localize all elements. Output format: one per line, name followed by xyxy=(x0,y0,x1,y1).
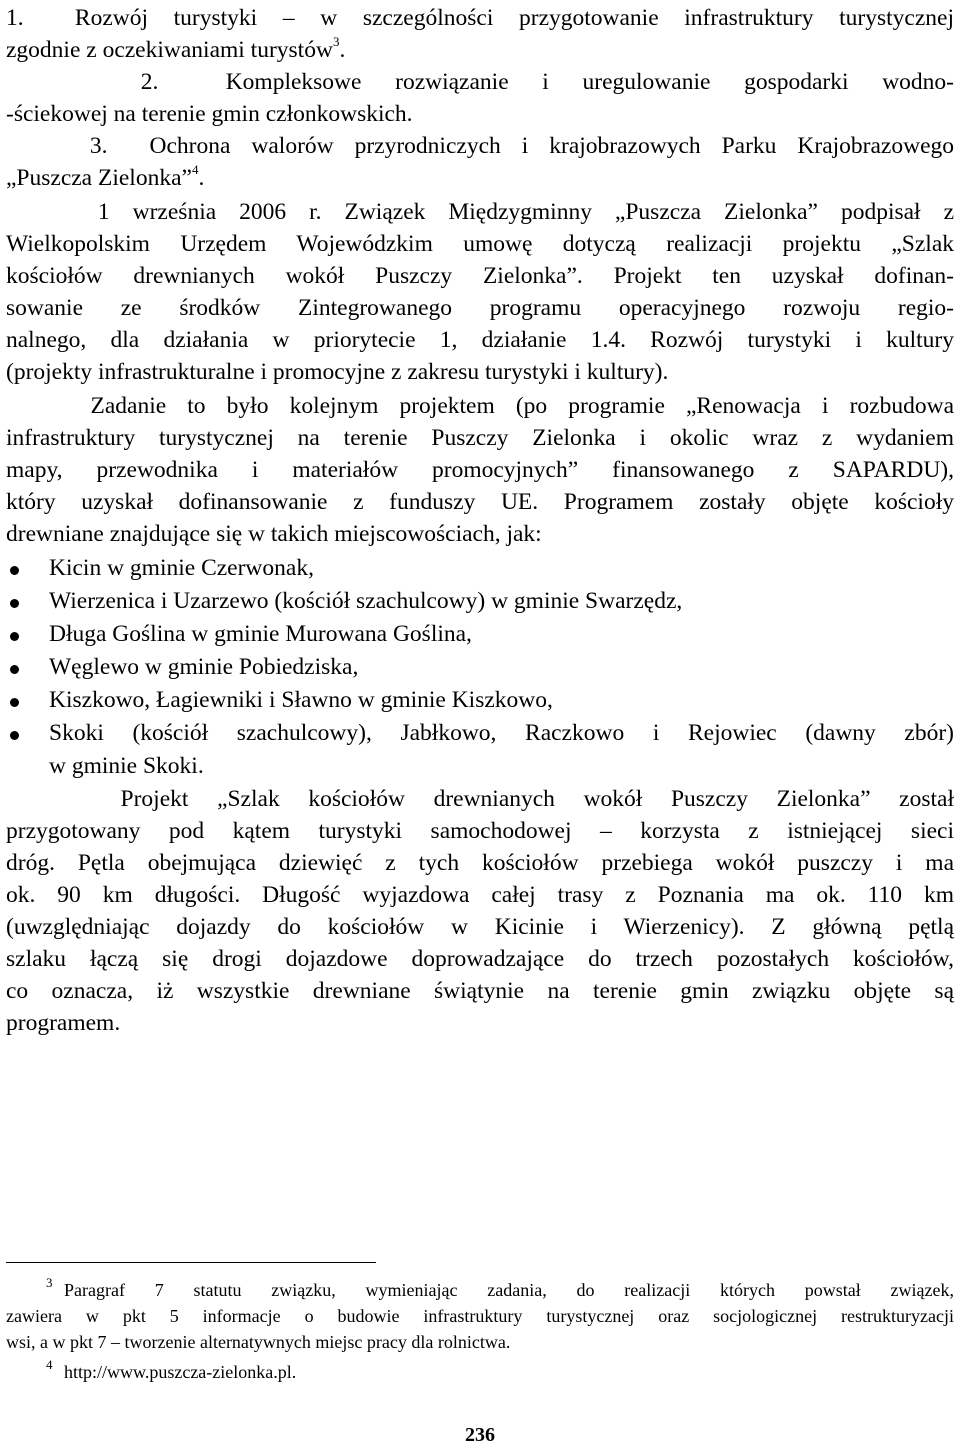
bullet-item: Skoki (kościół szachulcowy), Jabłkowo, Raczkowo i Rejowiec (dawny zbór) xyxy=(49,720,954,746)
footnote-3-line: wsi, a w pkt 7 – tworzenie alternatywnych miejsc pracy dla rolnictwa. xyxy=(6,1332,511,1352)
para3-line: przygotowany pod kątem turystyki samochodowej – korzysta z istniejącej sieci xyxy=(6,818,954,844)
page-number: 236 xyxy=(465,1424,495,1446)
para1-line: Wielkopolskim Urzędem Wojewódzkim umowę dotyczą realizacji projektu „Szlak xyxy=(6,231,954,257)
bullet-item: Długa Goślina w gminie Murowana Goślina, xyxy=(49,621,472,647)
list-item-1: 1. Rozwój turystyki – w szczególności przygotowanie infrastruktury turystycznej xyxy=(6,5,954,31)
footnote-ref-3[interactable]: 3 xyxy=(332,34,340,50)
footnote-3: $^3$ Paragraf 7 statutu związku, wymieniając zadania, do realizacji których powstał związek, xyxy=(46,1275,954,1300)
bullet-item: Węglewo w gminie Pobiedziska, xyxy=(49,654,359,680)
bullet-icon xyxy=(10,632,19,641)
list-item-2-cont: -ściekowej na terenie gmin członkowskich. xyxy=(6,101,413,127)
para1-line: 1 września 2006 r. Związek Międzygminny „Puszcza Zielonka” podpisał z xyxy=(6,199,954,225)
bullet-item-cont: w gminie Skoki. xyxy=(49,753,204,779)
bullet-icon xyxy=(10,698,19,707)
footnote-separator xyxy=(6,1262,376,1263)
footnote-number: 4 xyxy=(46,1357,53,1372)
bullet-icon xyxy=(10,566,19,575)
bullet-item: Kiszkowo, Łagiewniki i Sławno w gminie Kiszkowo, xyxy=(49,687,553,713)
bullet-icon xyxy=(10,599,19,608)
para3-line: ok. 90 km długości. Długość wyjazdowa całej trasy z Poznania ma ok. 110 km xyxy=(6,882,954,908)
bullet-icon xyxy=(10,731,19,740)
para1-line: nalnego, dla działania w priorytecie 1, działanie 1.4. Rozwój turystyki i kultury xyxy=(6,327,954,353)
para3-line: dróg. Pętla obejmująca dziewięć z tych kościołów przebiega wokół puszczy i ma xyxy=(6,850,954,876)
para2-line: mapy, przewodnika i materiałów promocyjnych” finansowanego z SAPARDU), xyxy=(6,457,954,483)
bullet-item: Wierzenica i Uzarzewo (kościół szachulcowy) w gminie Swarzędz, xyxy=(49,588,683,614)
para2-line: który uzyskał dofinansowanie z funduszy UE. Programem zostały objęte kościoły xyxy=(6,489,954,515)
bullet-icon xyxy=(10,665,19,674)
list-item-3: 3. Ochrona walorów przyrodniczych i krajobrazowych Parku Krajobrazowego xyxy=(6,133,954,159)
footnote-4 xyxy=(6,1359,954,1385)
para3-line: szlaku łączą się drogi dojazdowe doprowadzające do trzech pozostałych kościołów, xyxy=(6,946,954,972)
para1-line: kościołów drewnianych wokół Puszczy Zielonka”. Projekt ten uzyskał dofinan- xyxy=(6,263,954,289)
para1-line: sowanie ze środków Zintegrowanego programu operacyjnego rozwoju regio- xyxy=(6,295,954,321)
para3-line: Projekt „Szlak kościołów drewnianych wokół Puszczy Zielonka” został xyxy=(6,786,954,812)
para3-line: (uwzględniając dojazdy do kościołów w Kicinie i Wierzenicy). Z główną pętlą xyxy=(6,914,954,940)
bullet-item: Kicin w gminie Czerwonak, xyxy=(49,555,314,581)
footnote-ref-4[interactable]: 4 xyxy=(191,162,199,178)
para2-line: drewniane znajdujące się w takich miejscowościach, jak: xyxy=(6,521,542,547)
footnote-link[interactable]: http://www.puszcza-zielonka.pl. xyxy=(64,1362,297,1382)
footnote-3-line: zawiera w pkt 5 informacje o budowie infrastruktury turystycznej oraz socjologicznej restrukturyzacji xyxy=(6,1306,954,1326)
para1-line: (projekty infrastrukturalne i promocyjne z zakresu turystyki i kultury). xyxy=(6,359,669,385)
list-item-3-cont: „Puszcza Zielonka”$^4$. xyxy=(6,162,205,191)
list-item-2: 2. Kompleksowe rozwiązanie i uregulowanie gospodarki wodno- xyxy=(6,69,954,95)
list-item-1-cont: zgodnie z oczekiwaniami turystów$^3$. xyxy=(6,34,346,63)
para3-line: co oznacza, iż wszystkie drewniane świątynie na terenie gmin związku objęte są xyxy=(6,978,954,1004)
para3-line: programem. xyxy=(6,1010,121,1036)
para2-line: infrastruktury turystycznej na terenie Puszczy Zielonka i okolic wraz z wydaniem xyxy=(6,425,954,451)
para2-line: Zadanie to było kolejnym projektem (po programie „Renowacja i rozbudowa xyxy=(6,393,954,419)
footnote-number: 3 xyxy=(46,1275,53,1290)
